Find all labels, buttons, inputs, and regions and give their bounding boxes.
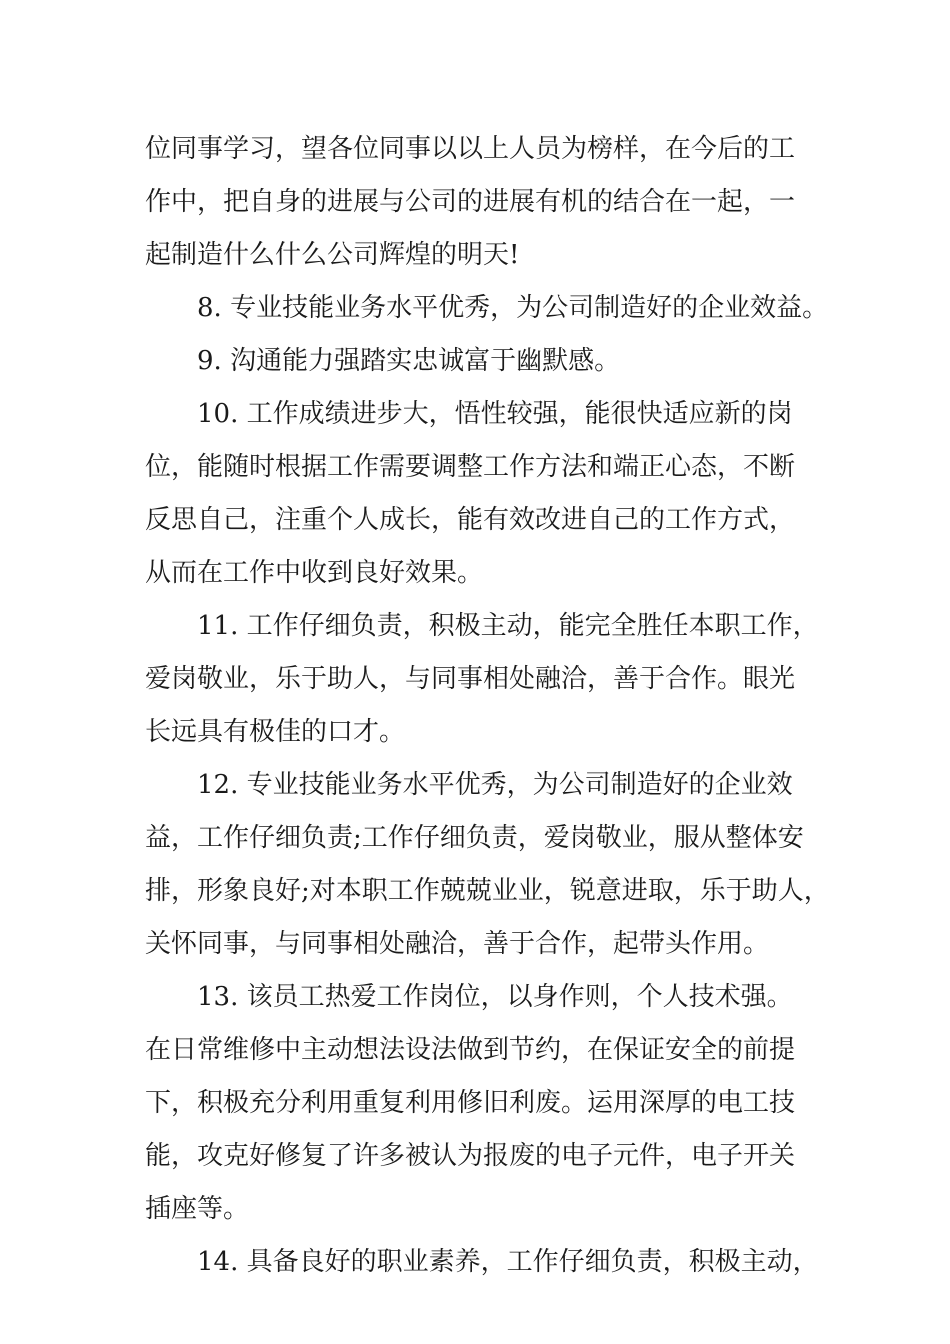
text-line: 12. 专业技能业务水平优秀，为公司制造好的企业效 [197,770,793,800]
text-line: 在日常维修中主动想法设法做到节约，在保证安全的前提 [145,1035,796,1065]
text-line: 反思自己，注重个人成长，能有效改进自己的工作方式， [145,505,796,535]
text-line: 从而在工作中收到良好效果。 [145,558,484,588]
text-line: 益，工作仔细负责;工作仔细负责，爱岗敬业，服从整体安 [145,823,804,853]
text-line: 爱岗敬业，乐于助人，与同事相处融洽，善于合作。眼光 [145,664,796,694]
text-line: 位，能随时根据工作需要调整工作方法和端正心态，不断 [145,452,796,482]
text-line: 13. 该员工热爱工作岗位，以身作则，个人技术强。 [197,982,793,1012]
text-line: 作中，把自身的进展与公司的进展有机的结合在一起，一 [145,187,796,217]
text-line: 排，形象良好;对本职工作兢兢业业，锐意进取，乐于助人， [145,876,830,906]
text-line: 9. 沟通能力强踏实忠诚富于幽默感。 [197,346,621,376]
text-line: 下，积极充分利用重复利用修旧利废。运用深厚的电工技 [145,1088,796,1118]
text-line: 14. 具备良好的职业素养，工作仔细负责，积极主动， [197,1247,819,1277]
text-line: 10. 工作成绩进步大，悟性较强，能很快适应新的岗 [197,399,793,429]
text-line: 能，攻克好修复了许多被认为报废的电子元件，电子开关 [145,1141,796,1171]
text-line: 11. 工作仔细负责，积极主动，能完全胜任本职工作， [197,611,819,641]
text-line: 位同事学习，望各位同事以以上人员为榜样，在今后的工 [145,134,796,164]
text-line: 插座等。 [145,1194,250,1224]
text-line: 8. 专业技能业务水平优秀，为公司制造好的企业效益。 [197,293,829,323]
document-body [145,123,830,1289]
text-line: 关怀同事，与同事相处融洽，善于合作，起带头作用。 [145,929,770,959]
text-line: 起制造什么什么公司辉煌的明天! [145,240,520,270]
text-line: 长远具有极佳的口才。 [145,717,406,747]
